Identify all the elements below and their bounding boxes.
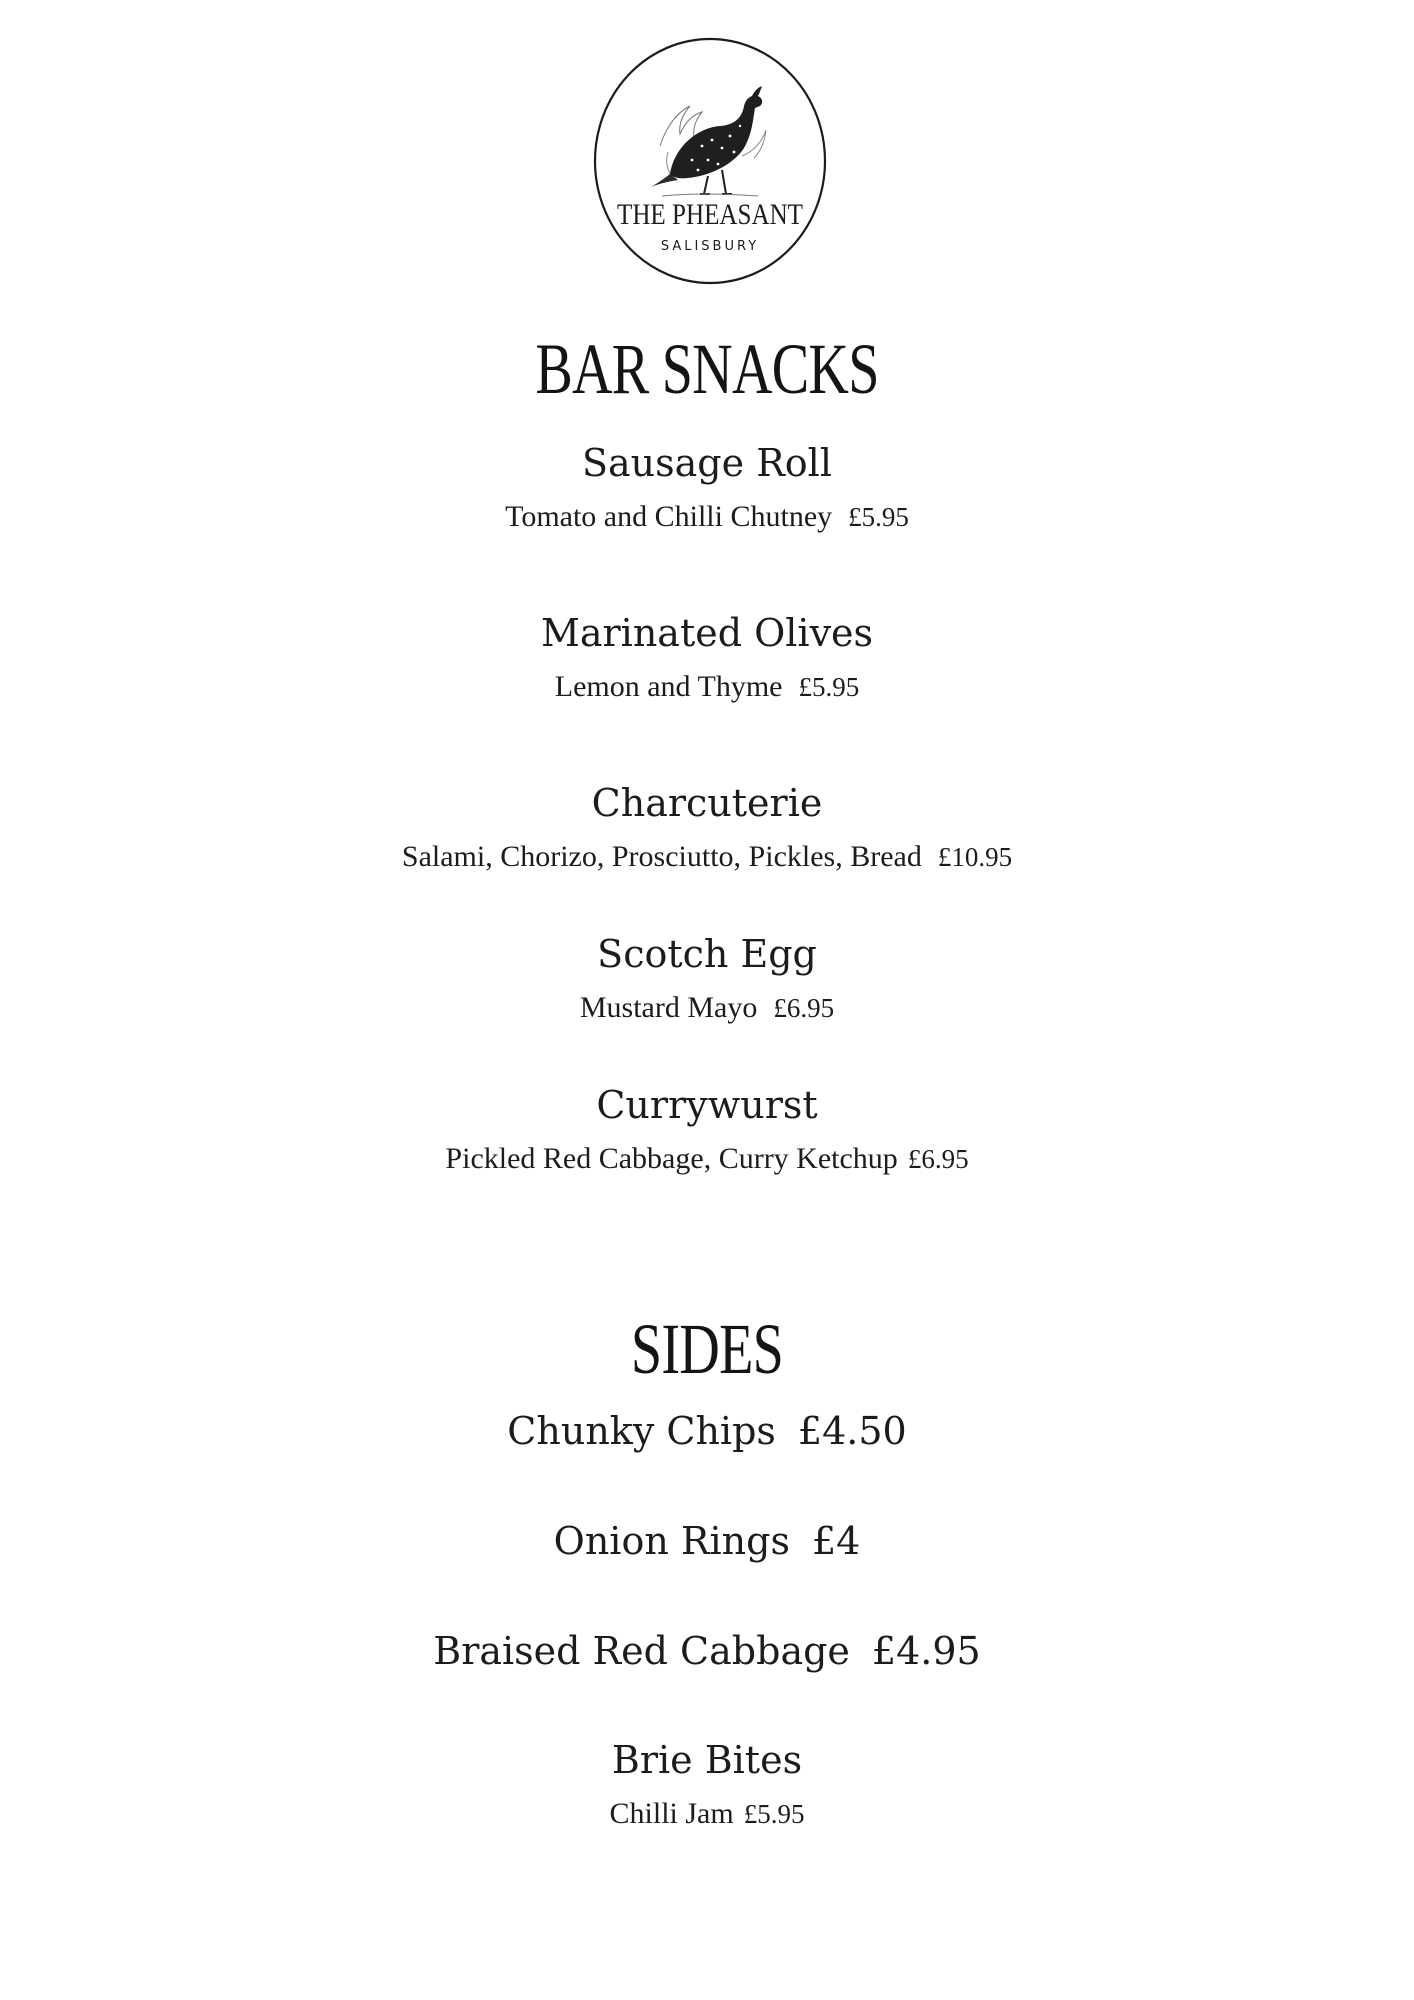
item-price: £5.95 xyxy=(848,502,909,532)
side-item xyxy=(0,1518,1414,1564)
item-description-text: Tomato and Chilli Chutney xyxy=(505,500,833,533)
item-description-text: Chilli Jam xyxy=(609,1797,734,1830)
menu-item-description xyxy=(0,839,1414,875)
menu-item-description xyxy=(0,669,1414,705)
menu-item-name: Scotch Egg xyxy=(597,932,817,976)
item-description-text: Lemon and Thyme xyxy=(554,670,783,703)
menu-item-name: Marinated Olives xyxy=(540,611,874,655)
side-item-price: £4 xyxy=(811,1519,861,1563)
side-item-name: Brie Bites xyxy=(611,1738,803,1782)
item-price: £5.95 xyxy=(743,1799,805,1829)
side-item xyxy=(0,1408,1414,1454)
item-price: £6.95 xyxy=(773,993,835,1023)
menu-item-description xyxy=(0,1796,1414,1832)
item-description-text: Mustard Mayo xyxy=(579,991,758,1024)
sides-heading: SIDES xyxy=(630,1309,784,1389)
item-price: £10.95 xyxy=(937,842,1013,872)
side-item-price: £4.50 xyxy=(797,1409,907,1453)
menu-item-description xyxy=(0,499,1414,535)
side-item-name: Chunky Chips xyxy=(507,1409,776,1453)
menu-item-name: Charcuterie xyxy=(591,781,823,825)
side-item xyxy=(0,1628,1414,1674)
item-price: £5.95 xyxy=(798,672,860,702)
item-description-text: Pickled Red Cabbage, Curry Ketchup xyxy=(445,1142,898,1175)
side-item-price: £4.95 xyxy=(871,1629,981,1673)
menu-item-description xyxy=(0,990,1414,1026)
logo-place: SALISBURY xyxy=(660,239,760,254)
menu-item-name: Sausage Roll xyxy=(581,441,832,485)
side-item-name: Braised Red Cabbage xyxy=(433,1629,850,1673)
pheasant-icon xyxy=(648,86,766,196)
item-description-text: Salami, Chorizo, Prosciutto, Pickles, Bread xyxy=(401,840,922,873)
logo xyxy=(592,36,828,286)
item-price: £6.95 xyxy=(907,1144,969,1174)
side-item-name: Onion Rings xyxy=(553,1519,790,1563)
bar-snacks-heading: BAR SNACKS xyxy=(535,329,879,409)
logo-name: THE PHEASANT xyxy=(617,198,803,231)
menu-item-description xyxy=(0,1141,1414,1177)
menu-item-name: Currywurst xyxy=(596,1083,818,1127)
